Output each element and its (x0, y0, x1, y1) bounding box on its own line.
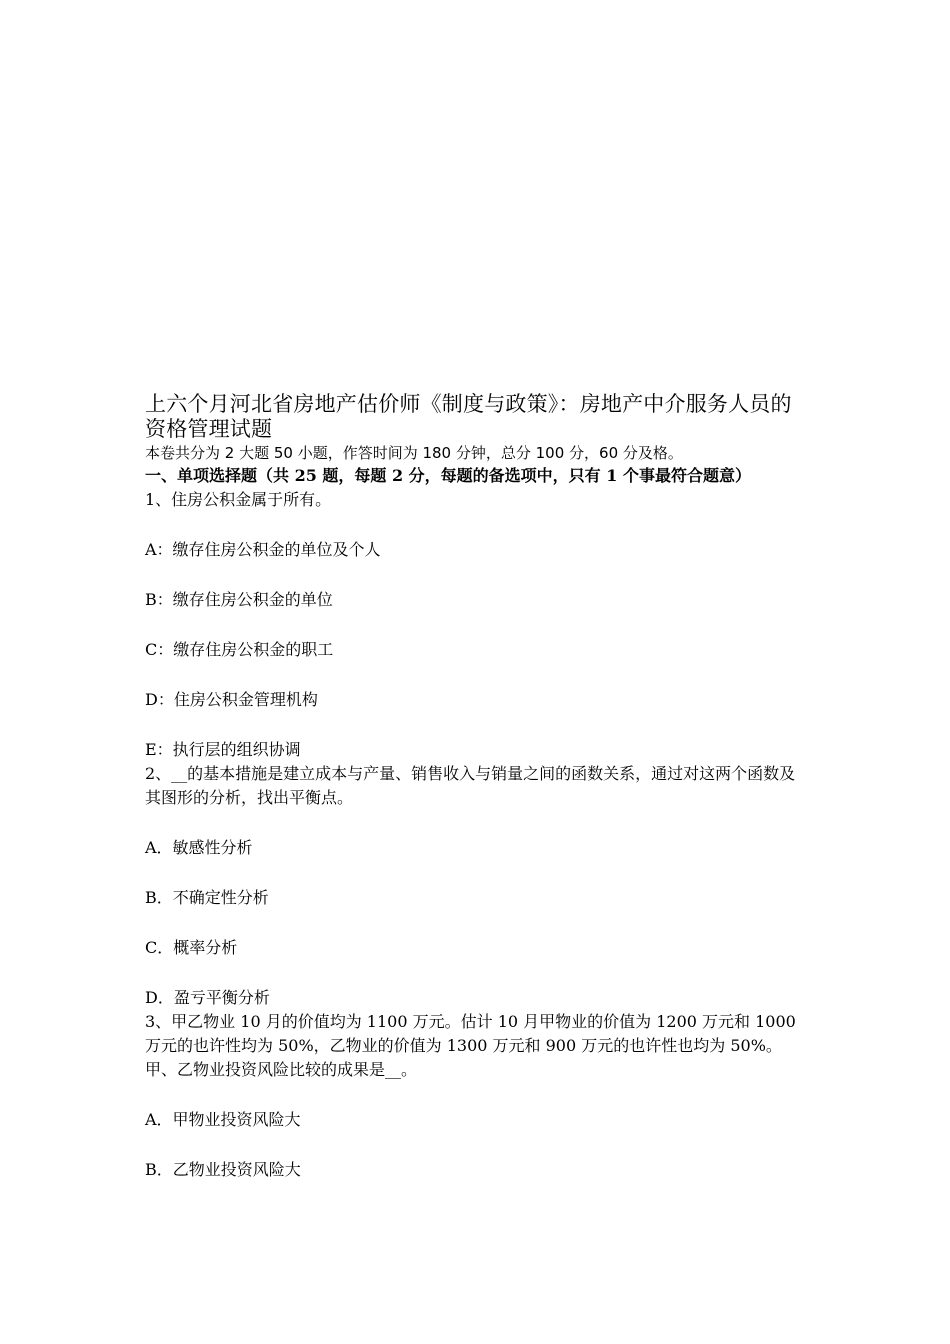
option-b: B：缴存住房公积金的单位 (145, 590, 333, 609)
option-a: A．甲物业投资风险大 (145, 1110, 301, 1129)
section-heading: 一、单项选择题（共 25 题，每题 2 分，每题的备选项中，只有 1 个事最符合题意） (145, 466, 751, 485)
question-2 (145, 762, 810, 1010)
question-3 (145, 1010, 810, 1182)
option-d: D：住房公积金管理机构 (145, 690, 318, 709)
option-a: A．敏感性分析 (145, 838, 253, 857)
option-e: E：执行层的组织协调 (145, 740, 301, 759)
option-b: B．乙物业投资风险大 (145, 1160, 301, 1179)
document-title: 上六个月河北省房地产估价师《制度与政策》：房地产中介服务人员的资格管理试题 (145, 392, 792, 441)
document-body (145, 392, 810, 1182)
question-1 (145, 488, 810, 762)
option-b: B．不确定性分析 (145, 888, 269, 907)
option-c: C：缴存住房公积金的职工 (145, 640, 334, 659)
question-text: 2、__的基本措施是建立成本与产量、销售收入与销量之间的函数关系，通过对这两个函数及其图形的分析，找出平衡点。 (145, 764, 796, 807)
question-text: 3、甲乙物业 10 月的价值均为 1100 万元。估计 10 月甲物业的价值为 1200 万元和 1000 万元的也许性均为 50%，乙物业的价值为 1300 万元和 900 万元的也许性也均为 50%。甲、乙物业投资风险比较的成果是__。 (145, 1012, 796, 1079)
exam-intro: 本卷共分为 2 大题 50 小题，作答时间为 180 分钟，总分 100 分，60 分及格。 (145, 444, 683, 462)
option-a: A：缴存住房公积金的单位及个人 (145, 540, 381, 559)
option-d: D．盈亏平衡分析 (145, 988, 270, 1007)
question-text: 1、住房公积金属于所有。 (145, 490, 332, 509)
option-c: C．概率分析 (145, 938, 238, 957)
